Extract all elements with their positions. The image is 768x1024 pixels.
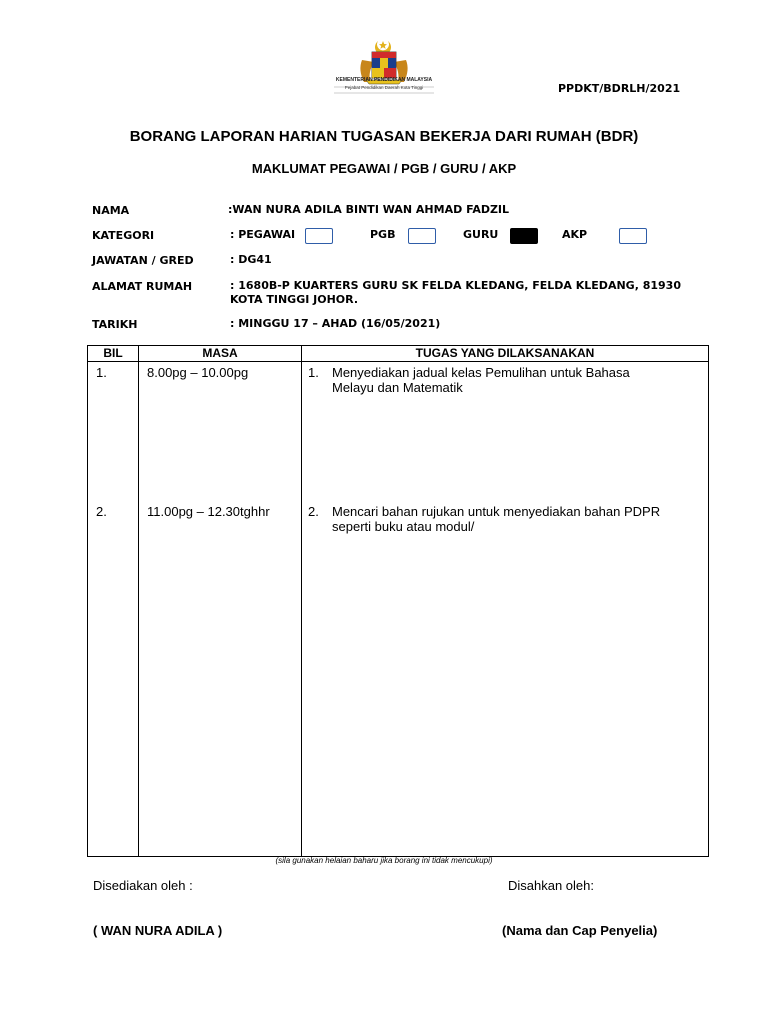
row1-masa: 8.00pg – 10.00pg bbox=[147, 365, 249, 380]
kategori-guru-checkbox[interactable] bbox=[510, 228, 538, 244]
bil-cell bbox=[88, 362, 139, 857]
logo-office-text: Pejabat Pendidikan Daerah Kota Tinggi bbox=[344, 85, 424, 90]
kategori-option-guru-label: GURU bbox=[463, 228, 499, 241]
prepared-by-name: ( WAN NURA ADILA ) bbox=[93, 923, 223, 938]
header-masa: MASA bbox=[139, 346, 302, 362]
tarikh-label: TARIKH bbox=[92, 318, 138, 331]
table-header-row bbox=[88, 346, 709, 362]
kategori-label: KATEGORI bbox=[92, 229, 155, 242]
row2-tugas-line1: Mencari bahan rujukan untuk menyediakan bahan PDPR bbox=[332, 504, 661, 519]
header-tugas: TUGAS YANG DILAKSANAKAN bbox=[302, 346, 709, 362]
logo-ministry-text: KEMENTERIAN PENDIDIKAN MALAYSIA bbox=[335, 77, 433, 83]
prepared-by-label: Disediakan oleh : bbox=[93, 878, 193, 893]
row1-bil: 1. bbox=[96, 365, 107, 380]
verified-by-name: (Nama dan Cap Penyelia) bbox=[502, 923, 658, 938]
kategori-option-akp-label: AKP bbox=[562, 228, 588, 241]
form-subtitle: MAKLUMAT PEGAWAI / PGB / GURU / AKP bbox=[251, 161, 517, 176]
row1-tugas-line1: Menyediakan jadual kelas Pemulihan untuk Bahasa bbox=[332, 365, 630, 380]
tarikh-value: : MINGGU 17 – AHAD (16/05/2021) bbox=[230, 317, 441, 330]
kategori-pegawai-checkbox[interactable] bbox=[305, 228, 333, 244]
footnote: (sila gunakan helaian baharu jika borang ini tidak mencukupi) bbox=[275, 856, 493, 865]
row2-bil: 2. bbox=[96, 504, 107, 519]
table-row bbox=[88, 362, 709, 857]
jawatan-value: : DG41 bbox=[230, 253, 272, 266]
kategori-option-pegawai-label: : PEGAWAI bbox=[230, 228, 296, 241]
row1-tugas-number: 1. bbox=[308, 365, 319, 380]
form-title: BORANG LAPORAN HARIAN TUGASAN BEKERJA DARI RUMAH (BDR) bbox=[129, 128, 639, 145]
jawatan-label: JAWATAN / GRED bbox=[92, 254, 194, 267]
header-bil: BIL bbox=[88, 346, 139, 362]
row2-tugas-line2: seperti buku atau modul/ bbox=[332, 519, 475, 534]
verified-by-label: Disahkan oleh: bbox=[508, 878, 594, 893]
nama-value: :WAN NURA ADILA BINTI WAN AHMAD FADZIL bbox=[228, 203, 510, 216]
kategori-akp-checkbox[interactable] bbox=[619, 228, 647, 244]
task-table bbox=[87, 345, 709, 857]
alamat-line2: KOTA TINGGI JOHOR. bbox=[230, 293, 359, 306]
alamat-line1: : 1680B-P KUARTERS GURU SK FELDA KLEDANG, FELDA KLEDANG, 81930 bbox=[230, 279, 681, 292]
masa-cell bbox=[139, 362, 302, 857]
row2-masa: 11.00pg – 12.30tghhr bbox=[147, 504, 270, 519]
kategori-pgb-checkbox[interactable] bbox=[408, 228, 436, 244]
alamat-label: ALAMAT RUMAH bbox=[92, 280, 193, 293]
row1-tugas-line2: Melayu dan Matematik bbox=[332, 380, 463, 395]
kategori-option-pgb-label: PGB bbox=[370, 228, 396, 241]
reference-number: PPDKT/BDRLH/2021 bbox=[558, 82, 681, 95]
nama-label: NAMA bbox=[92, 204, 130, 217]
row2-tugas-number: 2. bbox=[308, 504, 319, 519]
tugas-cell bbox=[302, 362, 709, 857]
